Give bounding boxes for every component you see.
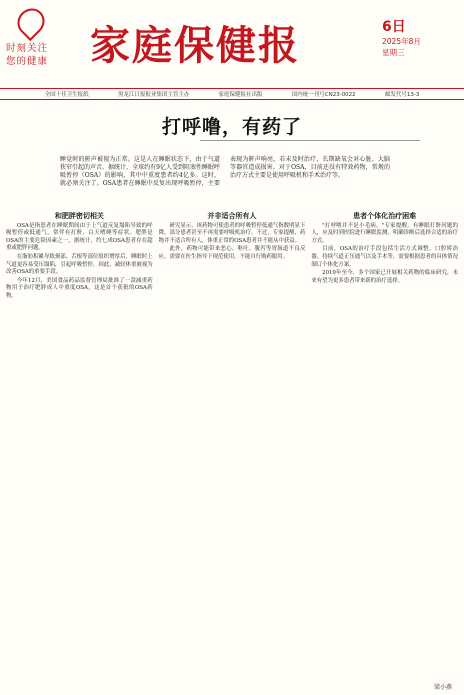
- info-item: 国内统一刊号CN23-0022: [291, 92, 356, 98]
- paragraph: 此外，药物可能带来恶心、呕吐、腹泻等胃肠道不良反应，需要在医生指导下规范使用，不能自行购药服用。: [158, 246, 306, 260]
- masthead: [0, 0, 464, 90]
- article-section: [159, 208, 306, 683]
- slogan: [6, 42, 66, 68]
- article-lead: 睡觉时的鼾声被视为正常。这是人在睡眠状态下，由于气道狭窄引起的声音。据统计，全球约有9亿人受到阻塞性睡眠呼吸暂停（OSA）的影响，其中中重度患者约4亿多。这时，就必须关注了。OSA患者在睡眠中反复出现呼吸暂停，主要表现为鼾声响亮，若未及时治疗，长期缺氧会对心脏、大脑等器官造成损害。对于OSA，目前还没有特效药物，常规的治疗方式主要是使用呼吸机和手术治疗等。: [60, 156, 390, 187]
- issue-date: [382, 16, 454, 58]
- newspaper-title: 家庭保健报: [90, 22, 300, 69]
- divider: [200, 140, 420, 141]
- paragraph: 今年12月，美国食品药品监督管理局批准了一款减重药物用于治疗肥胖成人中重度OSA，这是首个获批的OSA药物。: [6, 277, 153, 299]
- paragraph: 目前，OSA的治疗手段包括生活方式调整、口腔矫治器、持续气道正压通气以及手术等，需要根据患者的具体情况制订个体化方案。: [311, 246, 459, 268]
- paragraph: "打呼噜并不是小毛病。"专家提醒，有睡眠打鼾问题的人，应及时到医院进行睡眠监测，明确诊断后选择合适的治疗方式。: [311, 222, 459, 244]
- article-headline: 打呼噜，有药了: [161, 116, 302, 138]
- leaf-icon: [12, 3, 50, 41]
- info-item: 黑龙江日报报业集团主管主办: [117, 92, 190, 98]
- paragraph: OSA是指患者在睡眠期间由于上气道反复塌陷导致的呼吸暂停或低通气，常伴有打鼾、白天嗜睡等症状。肥胖是OSA的主要危险因素之一，据统计，约七成OSA患者存在超重或肥胖问题。: [6, 222, 153, 252]
- info-item: 邮发代号13-3: [384, 92, 420, 98]
- section-heading: 和肥胖密切相关: [54, 211, 104, 220]
- issue-day: 6日: [382, 19, 406, 35]
- issue-year-month: 2025年8月: [382, 37, 421, 46]
- paragraph: 在脂肪积累导致颈部、舌根等部位组织增厚后，睡眠时上气道更容易受压塌陷，引起呼吸暂停。因此，减轻体重被视为改善OSA的重要手段。: [6, 253, 153, 276]
- slogan-line-1: 时刻关注: [6, 43, 49, 54]
- article-body: [6, 208, 458, 683]
- slogan-line-2: 您的健康: [6, 56, 49, 67]
- article-section: [311, 208, 458, 683]
- paragraph: 研究显示，该药物可使患者的呼吸暂停低通气指数明显下降，部分患者甚至不再需要呼吸机治疗。不过，专家提醒，药物并不适合所有人，体重正常的OSA患者并不能从中获益。: [158, 222, 306, 244]
- info-item: 家庭保健报社出版: [218, 92, 263, 98]
- article-author: 梁小燕: [433, 684, 452, 691]
- info-item: 全国十佳卫生报纸: [44, 92, 89, 98]
- paragraph: 2019年至今，多个国家已开展相关药物的临床研究，未来有望为更多患者带来新的治疗选择。: [311, 270, 459, 284]
- section-heading: 患者个体化治疗困难: [353, 211, 417, 220]
- publication-info-bar: [0, 88, 464, 100]
- issue-weekday: 星期三: [382, 48, 405, 57]
- newspaper-logo: [6, 8, 66, 80]
- section-heading: 并非适合所有人: [207, 211, 257, 220]
- article-section: [6, 208, 153, 683]
